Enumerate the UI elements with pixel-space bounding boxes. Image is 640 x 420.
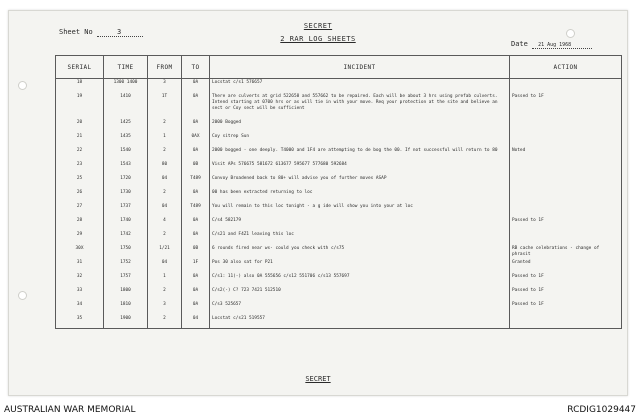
from-cell: 3	[148, 301, 182, 315]
serial-cell: 29	[56, 231, 104, 245]
incident-cell: 00 has been extracted returning to loc	[210, 189, 510, 203]
incident-cell: Visit APs 576675 581672 613677 595677 577680 592684	[210, 161, 510, 175]
to-cell: 0B	[182, 161, 210, 175]
incident-cell: 2000 bogged - one deeply. T4000 and 1F4 are attempting to de bog the 00. If not successful will return to 80	[210, 147, 510, 161]
to-cell: 0A	[182, 273, 210, 287]
table-row	[56, 301, 622, 315]
table-row	[56, 133, 622, 147]
from-cell: 80	[148, 161, 182, 175]
table-header-row	[56, 56, 622, 79]
to-cell: 0A	[182, 79, 210, 93]
from-cell: 04	[148, 175, 182, 189]
serial-cell: 30X	[56, 245, 104, 259]
column-header-to: TO	[182, 56, 210, 79]
to-cell: 0A	[182, 93, 210, 119]
serial-cell: 32	[56, 273, 104, 287]
table-row	[56, 315, 622, 329]
from-cell: 1	[148, 133, 182, 147]
from-cell: 1/21	[148, 245, 182, 259]
date-value: 21 Aug 1968	[538, 42, 572, 48]
table-row	[56, 119, 622, 133]
column-header-serial: SERIAL	[56, 56, 104, 79]
table-row	[56, 259, 622, 273]
time-cell: 1730	[104, 189, 148, 203]
action-cell: Passed to 1F	[510, 301, 622, 315]
action-cell: Noted	[510, 147, 622, 161]
incident-cell: 2000 Bogged	[210, 119, 510, 133]
to-cell: 1F	[182, 259, 210, 273]
security-classification-bottom: SECRET	[305, 375, 331, 383]
time-cell: 1757	[104, 273, 148, 287]
action-cell: Passed to 1F	[510, 93, 622, 119]
serial-cell: 26	[56, 189, 104, 203]
serial-cell: 22	[56, 147, 104, 161]
table-row	[56, 79, 622, 93]
time-cell: 1300 1400	[104, 79, 148, 93]
serial-cell: 21	[56, 133, 104, 147]
time-cell: 1543	[104, 161, 148, 175]
time-cell: 1750	[104, 245, 148, 259]
from-cell: 1	[148, 273, 182, 287]
punch-hole	[18, 81, 27, 90]
time-cell: 1435	[104, 133, 148, 147]
serial-cell: 34	[56, 301, 104, 315]
serial-cell: 28	[56, 217, 104, 231]
serial-cell: 23	[56, 161, 104, 175]
to-cell: T489	[182, 175, 210, 189]
action-cell	[510, 315, 622, 329]
serial-cell: 25	[56, 175, 104, 189]
table-row	[56, 273, 622, 287]
serial-cell: 33	[56, 287, 104, 301]
to-cell: 0AX	[182, 133, 210, 147]
serial-cell: 31	[56, 259, 104, 273]
incident-cell: C/s2(-) C? 723 7421 512510	[210, 287, 510, 301]
time-cell: 1752	[104, 259, 148, 273]
log-table-body	[56, 79, 622, 329]
serial-cell: 27	[56, 203, 104, 217]
table-row	[56, 189, 622, 203]
table-row	[56, 287, 622, 301]
time-cell: 1810	[104, 301, 148, 315]
action-cell: Granted	[510, 259, 622, 273]
table-row	[56, 161, 622, 175]
table-row	[56, 93, 622, 119]
date-label: Date	[511, 40, 528, 48]
to-cell: 0A	[182, 217, 210, 231]
table-row	[56, 175, 622, 189]
to-cell: 0A	[182, 301, 210, 315]
incident-cell: Coy sitrep Sun	[210, 133, 510, 147]
column-header-from: FROM	[148, 56, 182, 79]
time-cell: 1737	[104, 203, 148, 217]
to-cell: T489	[182, 203, 210, 217]
action-cell: RB cache celebrations - change of phrasit	[510, 245, 622, 259]
time-cell: 1540	[104, 147, 148, 161]
document-title: 2 RAR LOG SHEETS	[280, 35, 356, 43]
security-classification-top: SECRET	[303, 22, 333, 30]
action-cell	[510, 189, 622, 203]
date-field	[532, 42, 592, 49]
to-cell: 0A	[182, 189, 210, 203]
incident-cell: Pos 30 also sat for P21	[210, 259, 510, 273]
from-cell: 2	[148, 315, 182, 329]
incident-cell: C/s3 525657	[210, 301, 510, 315]
incident-cell: C/s21 and F4Z1 leaving this loc	[210, 231, 510, 245]
from-cell: 04	[148, 203, 182, 217]
incident-cell: There are culverts at grid 522658 and 557662 to be repaired. Each will be about 3 hrs using prefab culverts. Intend starting at 0700 hrs or as will tie in with your move. Req your protection at the site and believe an sect or Coy sect will be sufficient	[210, 93, 510, 119]
action-cell	[510, 231, 622, 245]
table-row	[56, 231, 622, 245]
action-cell	[510, 161, 622, 175]
to-cell: 0A	[182, 119, 210, 133]
footer-archive-name: AUSTRALIAN WAR MEMORIAL	[4, 405, 136, 415]
serial-cell: 20	[56, 119, 104, 133]
action-cell	[510, 119, 622, 133]
table-row	[56, 147, 622, 161]
incident-cell: Convoy Broadened back to 80+ will advise you of further moves ASAP	[210, 175, 510, 189]
serial-cell: 19	[56, 93, 104, 119]
action-cell	[510, 175, 622, 189]
time-cell: 1720	[104, 175, 148, 189]
from-cell: 2	[148, 231, 182, 245]
incident-cell: 6 rounds fired near ws- could you check with c/s75	[210, 245, 510, 259]
from-cell: 4	[148, 217, 182, 231]
from-cell: 2	[148, 189, 182, 203]
from-cell: 2	[148, 287, 182, 301]
action-cell: Passed to 1F	[510, 273, 622, 287]
table-row	[56, 203, 622, 217]
action-cell: Passed to 1F	[510, 287, 622, 301]
incident-cell: Locstat c/s21 519557	[210, 315, 510, 329]
time-cell: 1800	[104, 287, 148, 301]
serial-cell: 18	[56, 79, 104, 93]
to-cell: 0A	[182, 287, 210, 301]
from-cell: 3	[148, 79, 182, 93]
column-header-action: ACTION	[510, 56, 622, 79]
table-row	[56, 217, 622, 231]
table-row	[56, 245, 622, 259]
from-cell: 04	[148, 259, 182, 273]
action-cell: Passed to 1F	[510, 217, 622, 231]
time-cell: 1410	[104, 93, 148, 119]
log-table	[55, 55, 622, 329]
from-cell: 2	[148, 119, 182, 133]
incident-cell: Locstat c/s1 576657	[210, 79, 510, 93]
log-sheet	[8, 10, 628, 396]
column-header-incident: INCIDENT	[210, 56, 510, 79]
action-cell	[510, 203, 622, 217]
footer-record-id: RCDIG1029447	[567, 405, 636, 415]
sheet-label: Sheet No	[59, 28, 93, 36]
action-cell	[510, 133, 622, 147]
to-cell: 04	[182, 315, 210, 329]
punch-hole	[18, 291, 27, 300]
to-cell: 0B	[182, 245, 210, 259]
time-cell: 1740	[104, 217, 148, 231]
serial-cell: 35	[56, 315, 104, 329]
incident-cell: C/s4 582179	[210, 217, 510, 231]
time-cell: 1742	[104, 231, 148, 245]
from-cell: 2	[148, 147, 182, 161]
to-cell: 0A	[182, 147, 210, 161]
time-cell: 1900	[104, 315, 148, 329]
time-cell: 1425	[104, 119, 148, 133]
sheet-number-value: 3	[116, 28, 122, 36]
action-cell	[510, 79, 622, 93]
column-header-time: TIME	[104, 56, 148, 79]
from-cell: 1T	[148, 93, 182, 119]
to-cell: 0A	[182, 231, 210, 245]
date-line	[511, 40, 592, 49]
incident-cell: You will remain to this loc tonight - a g ide will show you into your at loc	[210, 203, 510, 217]
incident-cell: C/s1: 11(-) also 0A 555656 c/s12 551706 c/s13 557697	[210, 273, 510, 287]
